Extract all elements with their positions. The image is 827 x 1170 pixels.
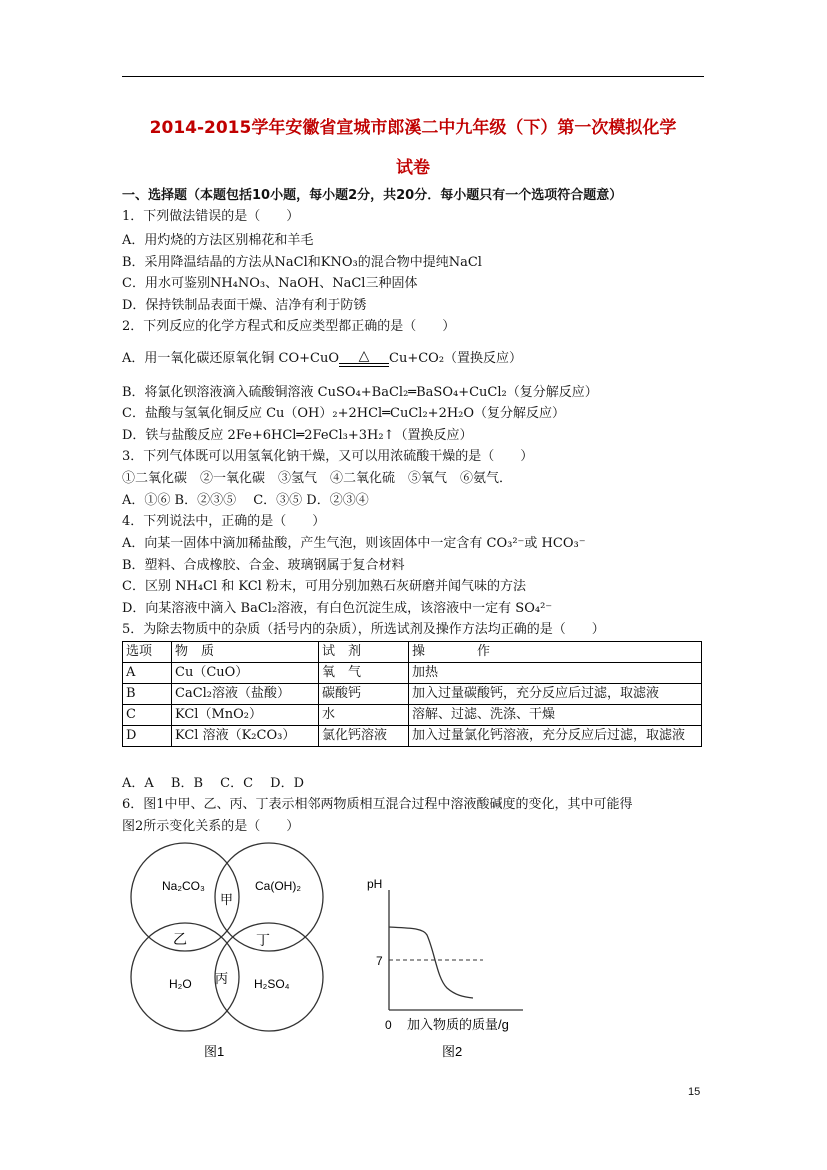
table-cell: A — [123, 663, 172, 684]
q5-options: A．A B．B C．C D．D — [122, 776, 305, 791]
header-cell: 操 作 — [409, 642, 702, 663]
doc-title-line1: 2014-2015学年安徽省宣城市郎溪二中九年级（下）第一次模拟化学 — [149, 118, 677, 138]
q6-stem-line2: 图2所示变化关系的是（ ） — [122, 819, 300, 834]
fig2-seven-label: 7 — [376, 954, 383, 968]
table-cell: D — [123, 726, 172, 747]
q5-table — [122, 641, 702, 747]
q2-a-left: A．用一氧化碳还原氧化铜 CO+CuO — [122, 351, 339, 366]
q4-option-b: B．塑料、合成橡胶、合金、玻璃钢属于复合材料 — [122, 558, 405, 573]
table-cell: CaCl₂溶液（盐酸） — [172, 684, 319, 705]
q6-figure — [125, 838, 525, 1064]
header-cell: 选项 — [123, 642, 172, 663]
label-na2co3: Na₂CO₃ — [162, 879, 205, 893]
q2-a-right: Cu+CO₂（置换反应） — [389, 351, 523, 366]
fig2-ylabel: pH — [367, 877, 383, 891]
q4-option-a: A．向某一固体中滴加稀盐酸，产生气泡，则该固体中一定含有 CO₃²⁻或 HCO₃⁻ — [122, 536, 586, 551]
fig2-origin-label: 0 — [385, 1018, 392, 1032]
q4-option-c: C．区别 NH₄Cl 和 KCl 粉末，可用分别加熟石灰研磨并闻气味的方法 — [122, 579, 526, 594]
q1-option-b: B．采用降温结晶的方法从NaCl和KNO₃的混合物中提纯NaCl — [122, 255, 482, 270]
q4-stem: 4．下列说法中，正确的是（ ） — [122, 514, 326, 529]
q2-option-c: C．盐酸与氢氧化铜反应 Cu（OH）₂+2HCl═CuCl₂+2H₂O（复分解反应） — [122, 406, 566, 421]
q4-option-d: D．向某溶液中滴入 BaCl₂溶液，有白色沉淀生成，该溶液中一定有 SO₄²⁻ — [122, 601, 553, 616]
table-cell: 水 — [319, 705, 409, 726]
q2-option-b: B．将氯化钡溶液滴入硫酸铜溶液 CuSO₄+BaCl₂═BaSO₄+CuCl₂（复分解反应） — [122, 385, 598, 400]
q3-stem: 3．下列气体既可以用氢氧化钠干燥，又可以用浓硫酸干燥的是（ ） — [122, 449, 534, 464]
q6-stem-line1: 6．图1中甲、乙、丙、丁表示相邻两物质相互混合过程中溶液酸碱度的变化，其中可能得 — [122, 797, 633, 812]
table-cell: 氧 气 — [319, 663, 409, 684]
table-row — [123, 705, 702, 726]
q5-stem: 5．为除去物质中的杂质（括号内的杂质），所选试剂及操作方法均正确的是（ ） — [122, 622, 605, 637]
table-row — [123, 663, 702, 684]
table-cell: 氯化钙溶液 — [319, 726, 409, 747]
label-bing: 丙 — [215, 971, 229, 986]
label-h2so4: H₂SO₄ — [254, 977, 290, 991]
heat-triangle-icon: △ — [358, 348, 370, 364]
q2-option-d: D．铁与盐酸反应 2Fe+6HCl═2FeCl₃+3H₂↑（置换反应） — [122, 428, 473, 443]
header-cell: 物 质 — [172, 642, 319, 663]
doc-title-line2: 试卷 — [396, 158, 430, 178]
table-cell: KCl（MnO₂） — [172, 705, 319, 726]
label-ding: 丁 — [256, 932, 270, 948]
reaction-condition — [339, 350, 389, 367]
q3-items: ①二氧化碳 ②一氧化碳 ③氢气 ④二氧化硫 ⑤氧气 ⑥氨气． — [122, 471, 513, 486]
table-cell: 加入过量氯化钙溶液，充分反应后过滤，取滤液 — [409, 726, 702, 747]
label-h2o: H₂O — [169, 977, 192, 991]
table-row — [123, 684, 702, 705]
header-cell: 试 剂 — [319, 642, 409, 663]
fig1-caption: 图1 — [204, 1044, 225, 1059]
table-cell: 加热 — [409, 663, 702, 684]
q1-option-a: A．用灼烧的方法区别棉花和羊毛 — [122, 233, 314, 248]
q2-stem: 2．下列反应的化学方程式和反应类型都正确的是（ ） — [122, 319, 456, 334]
q1-option-d: D．保持铁制品表面干燥、洁净有利于防锈 — [122, 298, 367, 313]
q1-stem: 1．下列做法错误的是（ ） — [122, 209, 300, 224]
table-cell: C — [123, 705, 172, 726]
table-header-row — [123, 642, 702, 663]
table-cell: Cu（CuO） — [172, 663, 319, 684]
section-heading: 一、选择题（本题包括10小题，每小题2分，共20分．每小题只有一个选项符合题意） — [122, 188, 623, 203]
fig2-caption: 图2 — [442, 1044, 463, 1059]
table-row — [123, 726, 702, 747]
table-cell: KCl 溶液（K₂CO₃） — [172, 726, 319, 747]
q2-option-a — [122, 342, 522, 376]
label-caoh2: Ca(OH)₂ — [255, 879, 301, 893]
label-yi: 乙 — [173, 931, 187, 947]
table-cell: 加入过量碳酸钙，充分反应后过滤，取滤液 — [409, 684, 702, 705]
fig2-xlabel: 加入物质的质量/g — [407, 1017, 509, 1032]
header-rule — [122, 76, 704, 77]
q1-option-c: C．用水可鉴别NH₄NO₃、NaOH、NaCl三种固体 — [122, 276, 418, 291]
page-number: 15 — [688, 1086, 701, 1098]
table-cell: B — [123, 684, 172, 705]
table-cell: 溶解、过滤、洗涤、干燥 — [409, 705, 702, 726]
label-jia: 甲 — [220, 892, 234, 907]
q3-options: A．①⑥ B．②③⑤ C．③⑤ D．②③④ — [122, 493, 369, 508]
table-cell: 碳酸钙 — [319, 684, 409, 705]
